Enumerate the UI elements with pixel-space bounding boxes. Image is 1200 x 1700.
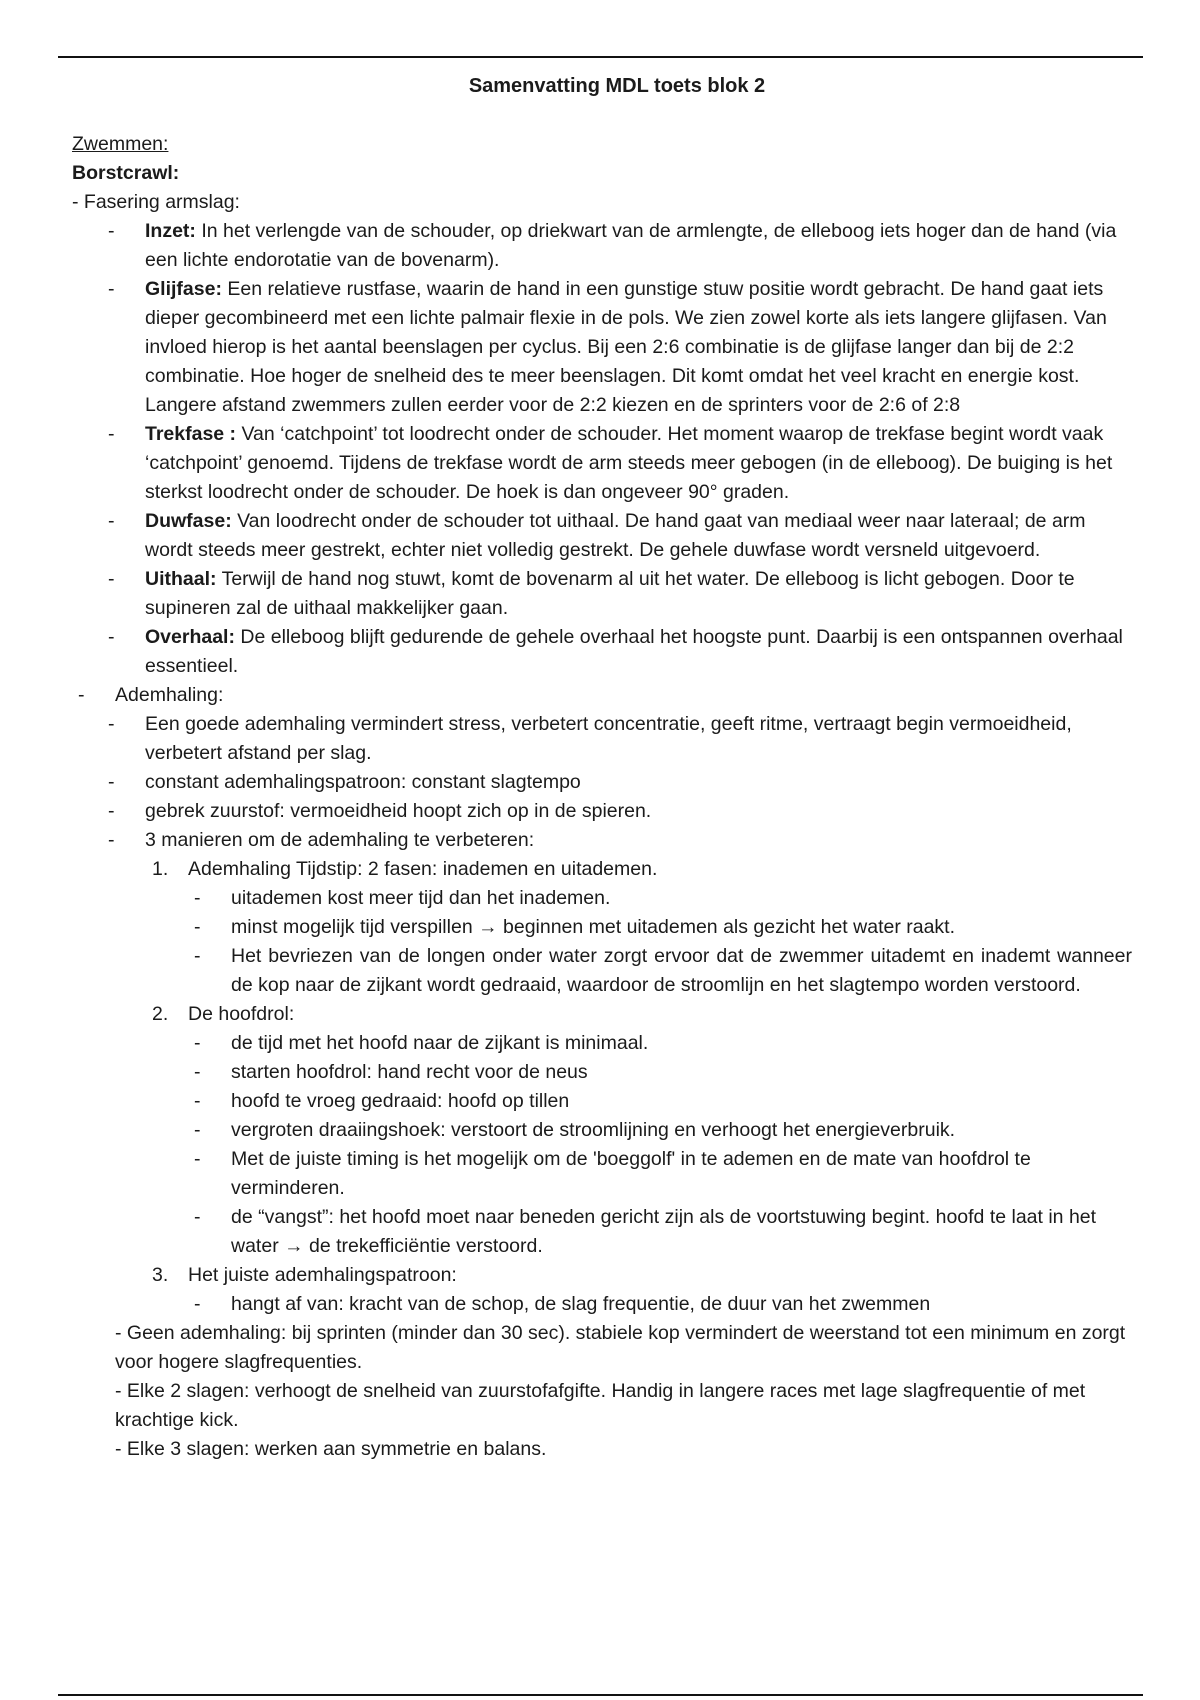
phase-term: Overhaal: [145, 626, 235, 648]
sub-list-item [72, 1145, 1132, 1203]
list-item [72, 565, 1132, 623]
bullet-marker: - [194, 887, 201, 909]
sub-list-item [72, 1087, 1132, 1116]
phase-text: Terwijl de hand nog stuwt, komt de bovenarm al uit het water. De elleboog is licht gebogen. Door te supineren zal de uithaal makkelijker gaan. [145, 568, 1075, 619]
phase-text: Van ‘catchpoint’ tot loodrecht onder de schouder. Het moment waarop de trekfase begint wordt vaak ‘catchpoint’ genoemd. Tijdens de trekfase wordt de arm steeds meer gebogen (in de elleboog). De buiging is het sterkst loodrecht onder de schouder. De hoek is dan ongeveer 90° graden. [145, 423, 1113, 503]
sub-list-item-text: de tijd met het hoofd naar de zijkant is minimaal. [231, 1032, 649, 1054]
sub-list-item-text: Het bevriezen van de longen onder water zorgt ervoor dat de zwemmer uitademt en inademt wanneer de kop naar de zijkant wordt gedraaid, waardoor de stroomlijn en het slagtempo worden verstoord. [231, 945, 1132, 996]
numbered-item [72, 1000, 1132, 1029]
bullet-marker: - [108, 510, 115, 532]
bullet-marker: - [194, 1119, 201, 1141]
bullet-marker: - [194, 1090, 201, 1112]
bullet-marker: - [108, 568, 115, 590]
bullet-marker: - [194, 945, 201, 967]
list-item-text: gebrek zuurstof: vermoeidheid hoopt zich op in de spieren. [145, 800, 652, 822]
section-heading: Zwemmen: [72, 133, 169, 155]
list-item [72, 797, 1132, 826]
sub-list-item [72, 884, 1132, 913]
number-marker: 3. [152, 1264, 169, 1286]
bullet-marker: - [194, 1061, 201, 1083]
numbered-item-text: De hoofdrol: [188, 1003, 295, 1025]
bullet-marker: - [78, 684, 85, 706]
ademhaling-heading [72, 681, 1132, 710]
list-item [72, 217, 1132, 275]
phase-term: Trekfase : [145, 423, 237, 445]
numbered-item [72, 855, 1132, 884]
list-item-text: 3 manieren om de ademhaling te verbeteren: [145, 829, 535, 851]
sub-list-item [72, 913, 1132, 942]
bullet-marker: - [108, 771, 115, 793]
bullet-marker: - [108, 220, 115, 242]
list-item [72, 826, 1132, 855]
breathing-pattern: - Elke 2 slagen: verhoogt de snelheid van zuurstofafgifte. Handig in langere races met lage slagfrequentie of met krachtige kick. [115, 1380, 1086, 1431]
list-item [72, 623, 1132, 681]
phase-term: Inzet: [145, 220, 196, 242]
bullet-marker: - [194, 1148, 201, 1170]
list-item [72, 275, 1132, 420]
number-marker: 1. [152, 858, 169, 880]
bullet-marker: - [108, 423, 115, 445]
bullet-marker: - [108, 829, 115, 851]
bullet-marker: - [108, 713, 115, 735]
sub-list-item-text: uitademen kost meer tijd dan het inademen. [231, 887, 611, 909]
sub-list-item [72, 1203, 1132, 1261]
bullet-marker: - [108, 278, 115, 300]
subsection-heading: Borstcrawl: [72, 162, 180, 184]
phase-text: Een relatieve rustfase, waarin de hand in een gunstige stuw positie wordt gebracht. De hand gaat iets dieper gecombineerd met een lichte palmair flexie in de pols. We zien zowel korte als iets langere glijfasen. Van invloed hierop is het aantal beenslagen per cyclus. Bij een 2:6 combinatie is de glijfase langer dan bij de 2:2 combinatie. Hoe hoger de snelheid des te meer beenslagen. Dit komt omdat het veel kracht en energie kost. Langere afstand zwemmers zullen eerder voor de 2:2 kiezen en de sprinters voor de 2:6 of 2:8 [145, 278, 1107, 416]
bullet-marker: - [194, 1293, 201, 1315]
sub-list-item-text: starten hoofdrol: hand recht voor de neus [231, 1061, 588, 1083]
bottom-rule [58, 1694, 1143, 1696]
bullet-marker: - [108, 626, 115, 648]
sub-list-item [72, 1029, 1132, 1058]
sub-list-item [72, 1290, 1132, 1319]
ademhaling-heading-text: Ademhaling: [115, 684, 224, 706]
phase-term: Uithaal: [145, 568, 217, 590]
document-page [72, 72, 1132, 1464]
list-item [72, 768, 1132, 797]
list-item-text: Een goede ademhaling vermindert stress, verbetert concentratie, geeft ritme, vertraagt begin vermoeidheid, verbetert afstand per slag. [145, 713, 1072, 764]
sub-list-item-text: hoofd te vroeg gedraaid: hoofd op tillen [231, 1090, 570, 1112]
bullet-marker: - [194, 1206, 201, 1228]
phase-term: Glijfase: [145, 278, 222, 300]
breathing-pattern: - Elke 3 slagen: werken aan symmetrie en balans. [115, 1438, 547, 1460]
list-item [72, 507, 1132, 565]
list-item [72, 710, 1132, 768]
list-item-text: constant ademhalingspatroon: constant slagtempo [145, 771, 581, 793]
numbered-item-text: Ademhaling Tijdstip: 2 fasen: inademen en uitademen. [188, 858, 658, 880]
sub-list-item-text: de “vangst”: het hoofd moet naar beneden gericht zijn als de voortstuwing begint. hoofd te laat in het water → de trekefficiëntie verstoord. [231, 1206, 1097, 1257]
sub-list-item [72, 1058, 1132, 1087]
numbered-item-text: Het juiste ademhalingspatroon: [188, 1264, 457, 1286]
bullet-marker: - [194, 916, 201, 938]
armslag-heading: - Fasering armslag: [72, 191, 240, 213]
top-rule [58, 56, 1143, 58]
number-marker: 2. [152, 1003, 169, 1025]
phase-text: In het verlengde van de schouder, op driekwart van de armlengte, de elleboog iets hoger dan de hand (via een lichte endorotatie van de bovenarm). [145, 220, 1117, 271]
phase-term: Duwfase: [145, 510, 232, 532]
sub-list-item-text: vergroten draaiingshoek: verstoort de stroomlijning en verhoogt het energieverbruik. [231, 1119, 956, 1141]
breathing-pattern: - Geen ademhaling: bij sprinten (minder dan 30 sec). stabiele kop vermindert de weerstand tot een minimum en zorgt voor hogere slagfrequenties. [115, 1322, 1126, 1373]
numbered-item [72, 1261, 1132, 1290]
sub-list-item-text: Met de juiste timing is het mogelijk om de 'boeggolf' in te ademen en de mate van hoofdrol te verminderen. [231, 1148, 1031, 1199]
sub-list-item [72, 1116, 1132, 1145]
bullet-marker: - [108, 800, 115, 822]
sub-list-item [72, 942, 1132, 1000]
sub-list-item-text: hangt af van: kracht van de schop, de slag frequentie, de duur van het zwemmen [231, 1293, 931, 1315]
bullet-marker: - [194, 1032, 201, 1054]
phase-text: Van loodrecht onder de schouder tot uithaal. De hand gaat van mediaal weer naar lateraal; de arm wordt steeds meer gestrekt, echter niet volledig gestrekt. De gehele duwfase wordt versneld uitgevoerd. [145, 510, 1086, 561]
sub-list-item-text: minst mogelijk tijd verspillen → beginnen met uitademen als gezicht het water raakt. [231, 916, 956, 938]
page-title: Samenvatting MDL toets blok 2 [468, 75, 766, 97]
phase-text: De elleboog blijft gedurende de gehele overhaal het hoogste punt. Daarbij is een ontspannen overhaal essentieel. [145, 626, 1123, 677]
list-item [72, 420, 1132, 507]
